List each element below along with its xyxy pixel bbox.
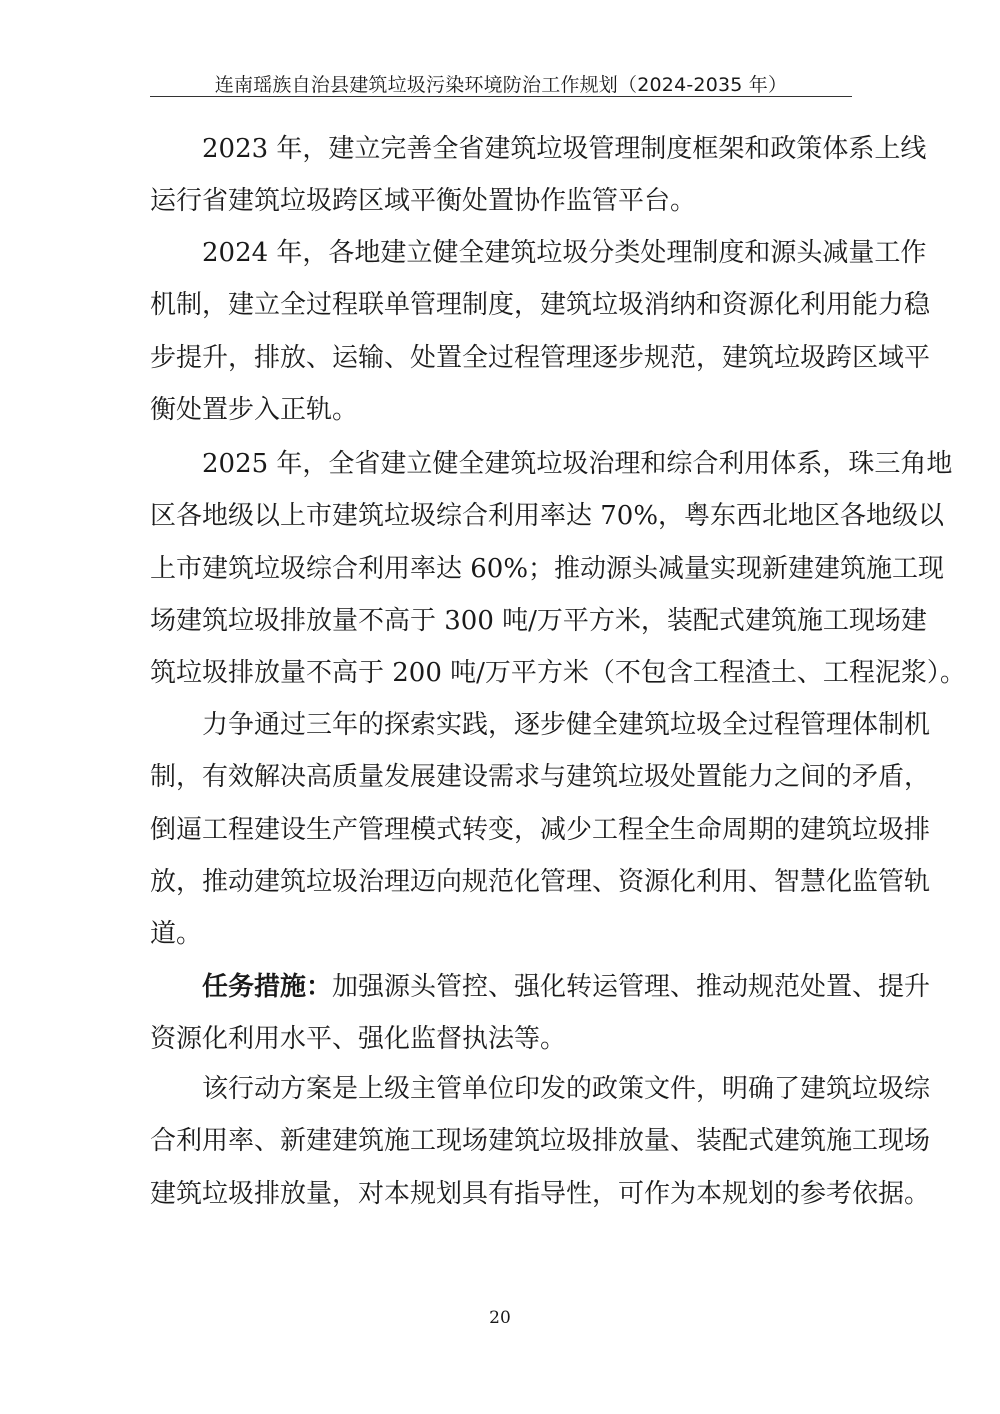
paragraph	[150, 227, 931, 436]
text-line	[150, 1063, 931, 1115]
line-text: 力争通过三年的探索实践，逐步健全建筑垃圾全过程管理体制机	[202, 710, 931, 740]
text-line	[150, 856, 931, 908]
paragraph	[150, 699, 931, 960]
text-line	[150, 490, 945, 542]
page-number: 20	[489, 1308, 511, 1328]
line-text: 放，推动建筑垃圾治理迈向规范化管理、资源化利用、智慧化监管轨	[150, 866, 931, 897]
line-text: 上市建筑垃圾综合利用率达 60%；推动源头减量实现新建建筑施工现	[150, 553, 945, 584]
line-text: 倒逼工程建设生产管理模式转变，减少工程全生命周期的建筑垃圾排	[150, 814, 931, 845]
paragraph	[150, 1063, 931, 1220]
text-line	[150, 804, 931, 856]
line-text: 2025 年，全省建立健全建筑垃圾治理和综合利用体系，珠三角地	[202, 449, 953, 479]
text-line	[150, 227, 927, 279]
paragraph	[150, 438, 966, 699]
line-text: 合利用率、新建建筑施工现场建筑垃圾排放量、装配式建筑施工现场	[150, 1126, 931, 1157]
text-line	[150, 1013, 850, 1065]
line-text: 加强源头管控、强化转运管理、推动规范处置、提升	[332, 972, 931, 1002]
line-text: 制，有效解决高质量发展建设需求与建筑垃圾处置能力之间的矛盾，	[150, 762, 931, 793]
text-line	[150, 595, 927, 647]
header-rule	[150, 96, 852, 97]
paragraph	[150, 961, 931, 1066]
text-line	[150, 438, 953, 490]
line-text: 机制，建立全过程联单管理制度，建筑垃圾消纳和资源化利用能力稳	[150, 290, 931, 321]
line-text: 该行动方案是上级主管单位印发的政策文件，明确了建筑垃圾综	[202, 1074, 931, 1104]
text-line	[150, 1168, 931, 1220]
line-text: 道。	[150, 919, 203, 950]
line-text: 场建筑垃圾排放量不高于 300 吨/万平方米，装配式建筑施工现场建	[150, 605, 927, 636]
text-line	[150, 1115, 931, 1167]
line-text: 步提升，排放、运输、处置全过程管理逐步规范，建筑垃圾跨区域平	[150, 342, 931, 373]
line-text: 筑垃圾排放量不高于 200 吨/万平方米（不包含工程渣土、工程泥浆）。	[150, 658, 966, 689]
text-line	[150, 384, 850, 436]
text-line	[150, 699, 931, 751]
text-line	[150, 961, 931, 1013]
running-header: 连南瑶族自治县建筑垃圾污染环境防治工作规划（2024-2035 年）	[214, 74, 788, 96]
section-label: 任务措施：	[202, 972, 333, 1002]
text-line	[150, 332, 931, 384]
line-text: 资源化利用水平、强化监督执法等。	[150, 1024, 567, 1055]
line-text: 2023 年，建立完善全省建筑垃圾管理制度框架和政策体系上线	[202, 134, 927, 164]
text-line	[150, 175, 850, 227]
line-text: 建筑垃圾排放量，对本规划具有指导性，可作为本规划的参考依据。	[150, 1178, 931, 1209]
text-line	[150, 908, 850, 960]
text-line	[150, 279, 931, 331]
paragraph	[150, 123, 927, 228]
text-line	[150, 647, 966, 699]
line-text: 运行省建筑垃圾跨区域平衡处置协作监管平台。	[150, 186, 697, 217]
line-text: 区各地级以上市建筑垃圾综合利用率达 70%，粤东西北地区各地级以	[150, 501, 945, 532]
text-line	[150, 123, 927, 175]
line-text: 衡处置步入正轨。	[150, 394, 359, 425]
line-text: 2024 年，各地建立健全建筑垃圾分类处理制度和源头减量工作	[202, 238, 927, 268]
text-line	[150, 543, 945, 595]
text-line	[150, 751, 931, 803]
